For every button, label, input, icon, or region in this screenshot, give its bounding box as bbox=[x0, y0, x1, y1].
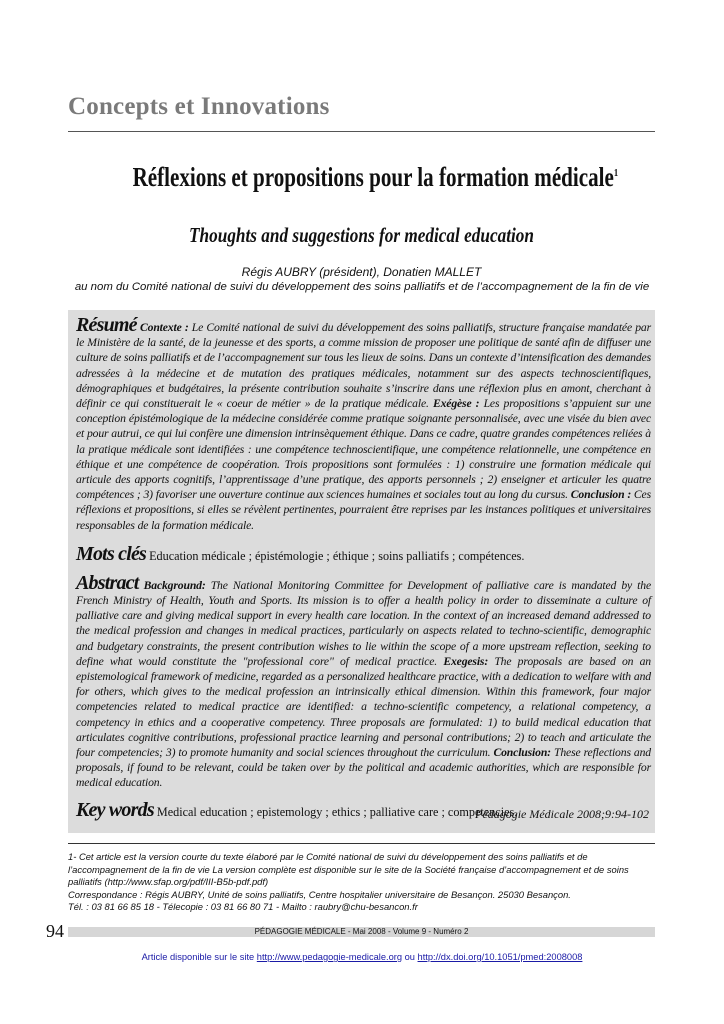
resume-paragraph bbox=[76, 314, 652, 533]
affiliation: au nom du Comité national de suivi du développement des soins palliatifs et de l’accompagnement de la fin de vie bbox=[74, 281, 650, 293]
footnote-divider bbox=[68, 843, 655, 844]
background-text: The National Monitoring Committee for Development of palliative care is mandated by the French Ministry of Health, Youth and Sports. Its mission is to offer a health policy in order to disseminate a culture of palliative care and giving medical support in every health care location. In the context of an increased demand addressed to the medical profession and changes in medical practices, particularly on aspects related to techno-scientific, demographic and budgetary constraints, the present contribution wishes to lie within the scope of a more upstream reflection, seeking to define what would constitute the "professional core" of medical practice. bbox=[76, 578, 652, 668]
resume-heading: Résumé bbox=[76, 314, 137, 336]
exegese-text: Les propositions s’appuient sur une conception épistémologique de la médecine considérée comme pratique soignante personnalisée, avec une visée du bien avec et pour autrui, ce qui lui confère une dimension intrinsèquement éthique. Dans ce cadre, quatre grandes compétences reliées à la pratique médicale sont identifiées : une compétence technoscientifique, une compétence relationnelle, une compétence en éthique et une compétence de coopération. Trois propositions sont formulées : 1) construire une formation médicale qui articule des apports cognitifs, l’apprentissage d’une pratique, des apports personnels ; 2) enseigner et articuler les quatre compétences ; 3) favoriser une ouverture continue aux sciences humaines et sociales tout au long du cursus. bbox=[76, 397, 652, 502]
conclusion-label-fr: Conclusion : bbox=[570, 488, 632, 502]
pedagogie-medicale-link[interactable]: http://www.pedagogie-medicale.org bbox=[256, 952, 403, 962]
citation: Pédagogie Médicale 2008;9:94-102 bbox=[475, 807, 649, 821]
english-title: Thoughts and suggestions for medical education bbox=[189, 223, 534, 247]
journal-footer: PÉDAGOGIE MÉDICALE - Mai 2008 - Volume 9 - Numéro 2 bbox=[254, 927, 469, 936]
footnote-1: 1- Cet article est la version courte du texte élaboré par le Comité national de suivi du développement des soins palliatifs et de l’accompagnement de la fin de vie La version complète est disponible sur le site de la Société française d’accompagnement et de soins palliatifs (http://www.sfap.org/pdf/III-B5b-pdf.pdf) bbox=[68, 851, 629, 888]
exegese-label: Exégèse : bbox=[432, 397, 480, 411]
contact-line: Tél. : 03 81 66 85 18 - Télecopie : 03 81 66 80 71 - Mailto : raubry@chu-besancon.fr bbox=[68, 901, 418, 913]
footnotes bbox=[68, 851, 655, 914]
abstract-heading: Abstract bbox=[76, 571, 139, 594]
key-words-heading: Key words bbox=[76, 798, 154, 821]
mots-cles-text: Education médicale ; épistémologie ; éthique ; soins palliatifs ; compétences. bbox=[149, 548, 525, 563]
page-number: 94 bbox=[46, 921, 64, 941]
availability-middle: ou bbox=[402, 952, 418, 962]
availability-prefix: Article disponible sur le site bbox=[141, 952, 257, 962]
exegesis-text: The proposals are based on an epistemological framework of medicine, regarded as a personalized healthcare practice, with a dedication to welfare with and for others, which gives to the medical profession an intrinsically ethical dimension. Within this framework, four major competencies related to medical practice are identified: a techno-scientific competency, a relational competency, a competency in ethics and a cooperative competency. Three proposals are formulated: 1) to build medical education that articulates cognitive contributions, professional practice learning and personal contributions; 2) to teach and articulate the four competencies; 3) to promote humanity and social sciences throughout the curriculum. bbox=[76, 654, 651, 760]
exegesis-label: Exegesis: bbox=[443, 654, 489, 668]
article-title bbox=[132, 162, 619, 193]
context-label: Contexte : bbox=[139, 321, 189, 334]
section-title: Concepts et Innovations bbox=[68, 93, 330, 120]
context-text: Le Comité national de suivi du développement des soins palliatifs, structure française mandatée par le Ministère de la santé, de la jeunesse et des sports, a comme mission de proposer une politique de santé afin de diffuser une culture de soins palliatifs et de l’accompagnement sur tous les lieux de soins. Dans un contexte d’intensification des demandes adressées à la médecine et de mutation des pratiques médicales, notamment sur des aspects technoscientifiques, démographiques et budgétaires, la présente contribution souhaite s’inscrire dans une réflexion plus en amont, cherchant à définir ce qui constituerait le « coeur de métier » de la pratique médicale. bbox=[76, 321, 651, 411]
doi-link[interactable]: http://dx.doi.org/10.1051/pmed:2008008 bbox=[417, 952, 583, 962]
mots-cles-heading: Mots clés bbox=[76, 542, 147, 565]
authors: Régis AUBRY (président), Donatien MALLET bbox=[241, 265, 482, 279]
title-footnote-mark: 1 bbox=[613, 167, 619, 179]
article-title-text: Réflexions et propositions pour la formation médicale bbox=[132, 162, 614, 192]
availability-line bbox=[0, 952, 724, 962]
conclusion-text-fr: Ces réflexions et propositions, si elles se révèlent pertinentes, pourraient être reprises par les instances politiques et universitaires responsables de la formation médicale. bbox=[76, 488, 651, 532]
correspondance: Correspondance : Régis AUBRY, Unité de soins palliatifs, Centre hospitalier universitaire de Besançon. 25030 Besançon. bbox=[68, 888, 571, 900]
section-divider bbox=[68, 131, 655, 132]
conclusion-text-en: These reflections and proposals, if found to be relevant, could be taken over by the political and academic authorities, which are responsible for medical education. bbox=[76, 746, 651, 790]
key-words-text: Medical education ; epistemology ; ethics ; palliative care ; competencies. bbox=[156, 804, 518, 819]
background-label: Background: bbox=[143, 578, 206, 592]
mots-cles-line bbox=[76, 543, 651, 566]
abstract-box-content bbox=[76, 314, 652, 822]
abstract-box bbox=[68, 310, 655, 833]
conclusion-label-en: Conclusion: bbox=[493, 746, 551, 760]
abstract-paragraph bbox=[76, 571, 652, 791]
